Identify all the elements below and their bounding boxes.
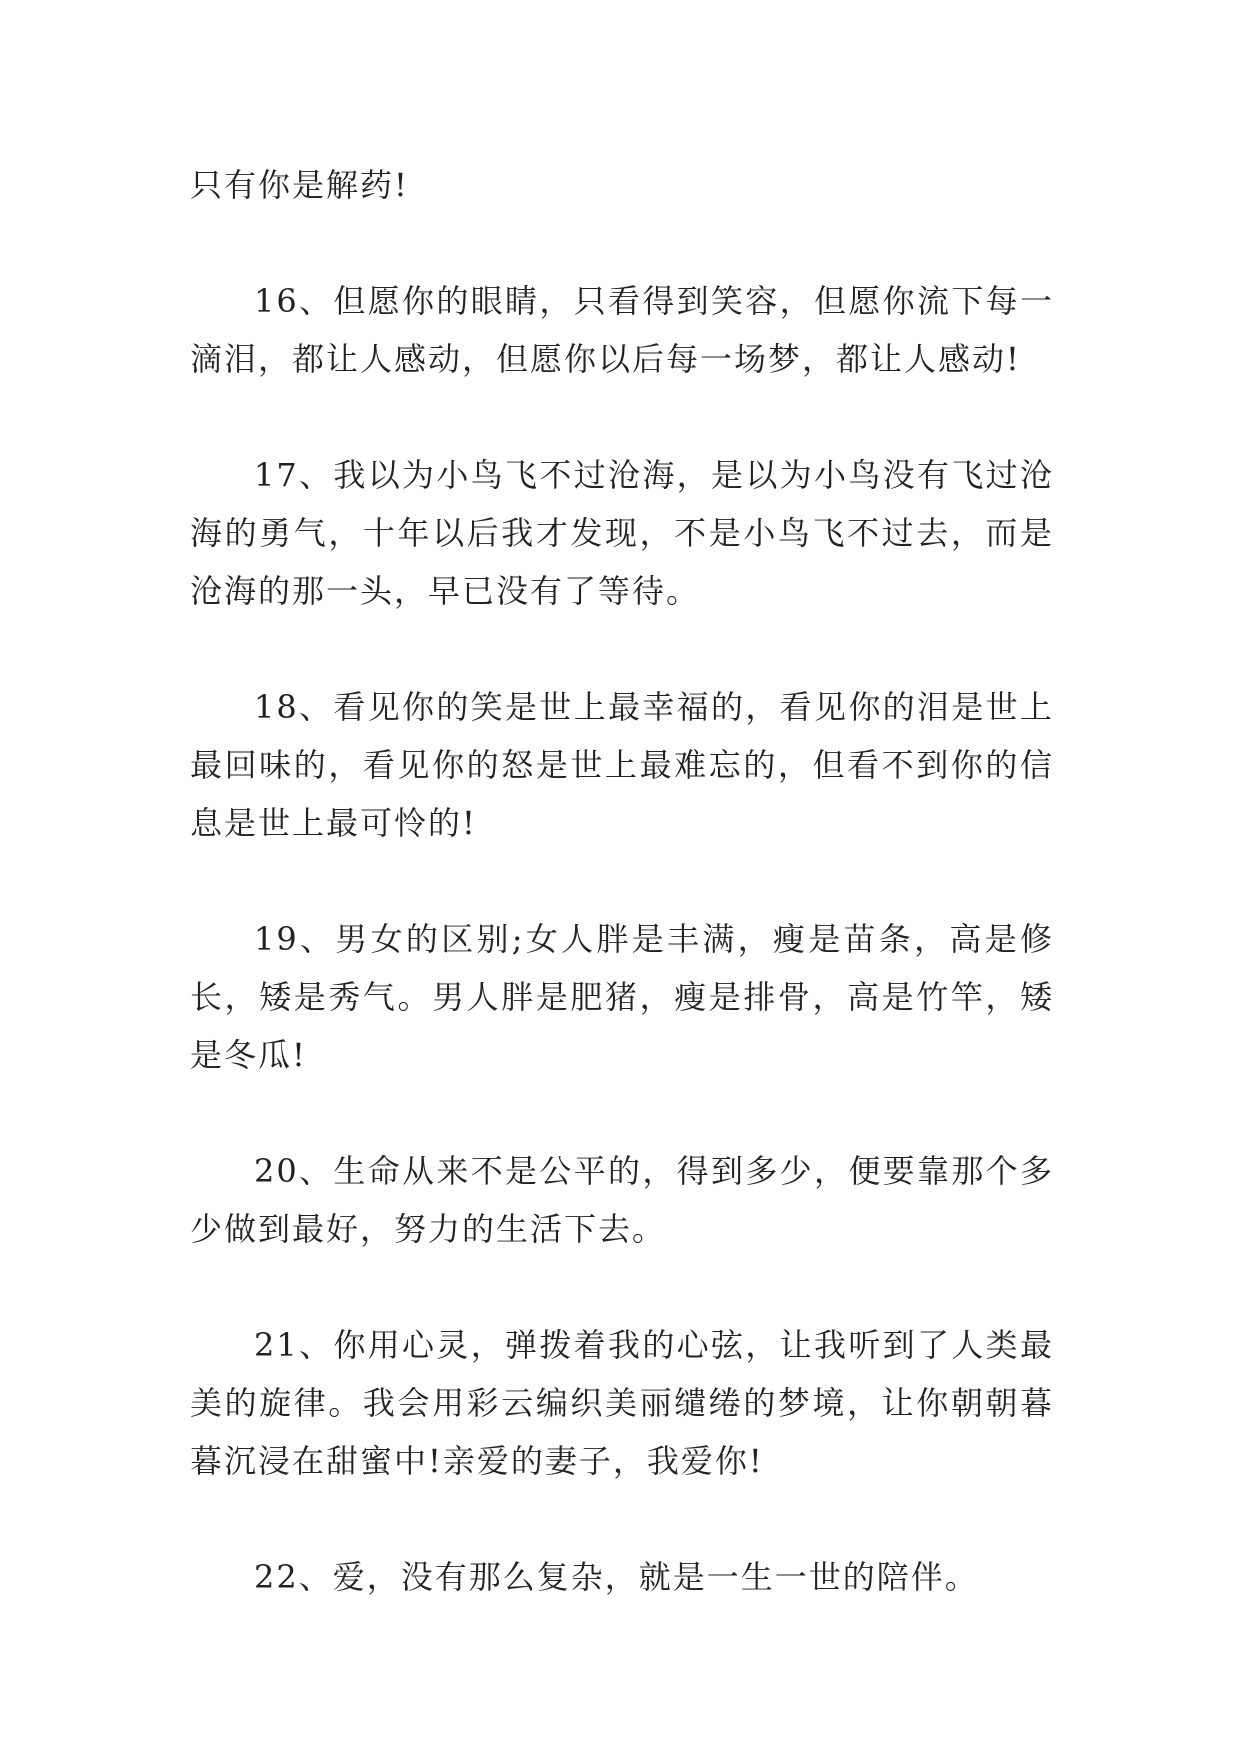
paragraph-21: 21、你用心灵，弹拨着我的心弦，让我听到了人类最美的旋律。我会用彩云编织美丽缱绻的梦境，让你朝朝暮暮沉浸在甜蜜中!亲爱的妻子，我爱你!	[190, 1326, 1054, 1480]
paragraph-gap	[190, 1490, 1054, 1548]
paragraph-gap	[190, 214, 1054, 272]
document-body	[190, 156, 1054, 1606]
paragraph-22: 22、爱，没有那么复杂，就是一生一世的陪伴。	[254, 1558, 979, 1596]
paragraph-20: 20、生命从来不是公平的，得到多少，便要靠那个多少做到最好，努力的生活下去。	[190, 1152, 1054, 1248]
paragraph-16: 16、但愿你的眼睛，只看得到笑容，但愿你流下每一滴泪，都让人感动，但愿你以后每一场梦，都让人感动!	[190, 282, 1054, 378]
paragraph-continuation: 只有你是解药!	[190, 166, 409, 204]
paragraph-19: 19、男女的区别;女人胖是丰满，瘦是苗条，高是修长，矮是秀气。男人胖是肥猪，瘦是排骨，高是竹竿，矮是冬瓜!	[190, 920, 1054, 1074]
paragraph-gap	[190, 852, 1054, 910]
paragraph-gap	[190, 620, 1054, 678]
paragraph-gap	[190, 1084, 1054, 1142]
paragraph-gap	[190, 388, 1054, 446]
paragraph-gap	[190, 1258, 1054, 1316]
paragraph-17: 17、我以为小鸟飞不过沧海，是以为小鸟没有飞过沧海的勇气，十年以后我才发现，不是小鸟飞不过去，而是沧海的那一头，早已没有了等待。	[190, 456, 1054, 610]
paragraph-18: 18、看见你的笑是世上最幸福的，看见你的泪是世上最回味的，看见你的怒是世上最难忘的，但看不到你的信息是世上最可怜的!	[190, 688, 1054, 842]
